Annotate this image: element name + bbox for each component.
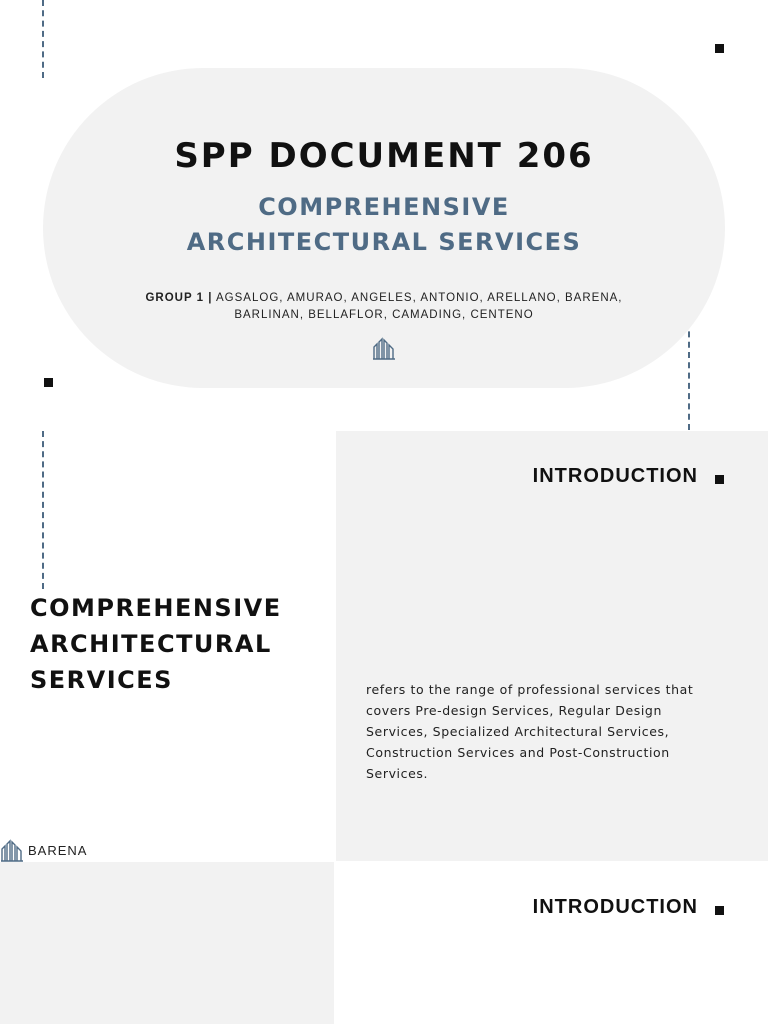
group-members (43, 290, 725, 324)
footer-author: BARENA (28, 843, 88, 858)
document-subtitle (43, 190, 725, 260)
square-bullet-icon (715, 475, 724, 484)
building-logo-icon (0, 838, 24, 862)
heading-line: COMPREHENSIVE (30, 594, 282, 622)
members-list: AGSALOG, AMURAO, ANGELES, ANTONIO, ARELLANO, BARENA, (216, 292, 623, 304)
dashed-line-mid-left (42, 431, 44, 589)
building-logo-icon (372, 336, 396, 360)
square-bullet-icon (44, 378, 53, 387)
group-label: GROUP 1 | (145, 292, 213, 304)
square-bullet-icon (715, 906, 724, 915)
heading-line: SERVICES (30, 666, 173, 694)
square-bullet-icon (715, 44, 724, 53)
document-title: SPP DOCUMENT 206 (174, 136, 594, 176)
dashed-line-top-left (42, 0, 44, 78)
section-label: INTRODUCTION (532, 896, 698, 918)
subtitle-line: COMPREHENSIVE (258, 193, 510, 221)
section-heading (30, 590, 330, 698)
definition-text: refers to the range of professional services that covers Pre-design Services, Regular Design Services, Specialized Architectural Services, Construction Services and Post-Construction Services. (366, 682, 694, 781)
subtitle-line: ARCHITECTURAL SERVICES (186, 228, 582, 256)
next-page-panel (0, 862, 334, 1024)
intro-panel (336, 431, 768, 861)
section-label: INTRODUCTION (532, 465, 698, 487)
heading-line: ARCHITECTURAL (30, 630, 272, 658)
members-list: BARLINAN, BELLAFLOR, CAMADING, CENTENO (234, 309, 534, 321)
